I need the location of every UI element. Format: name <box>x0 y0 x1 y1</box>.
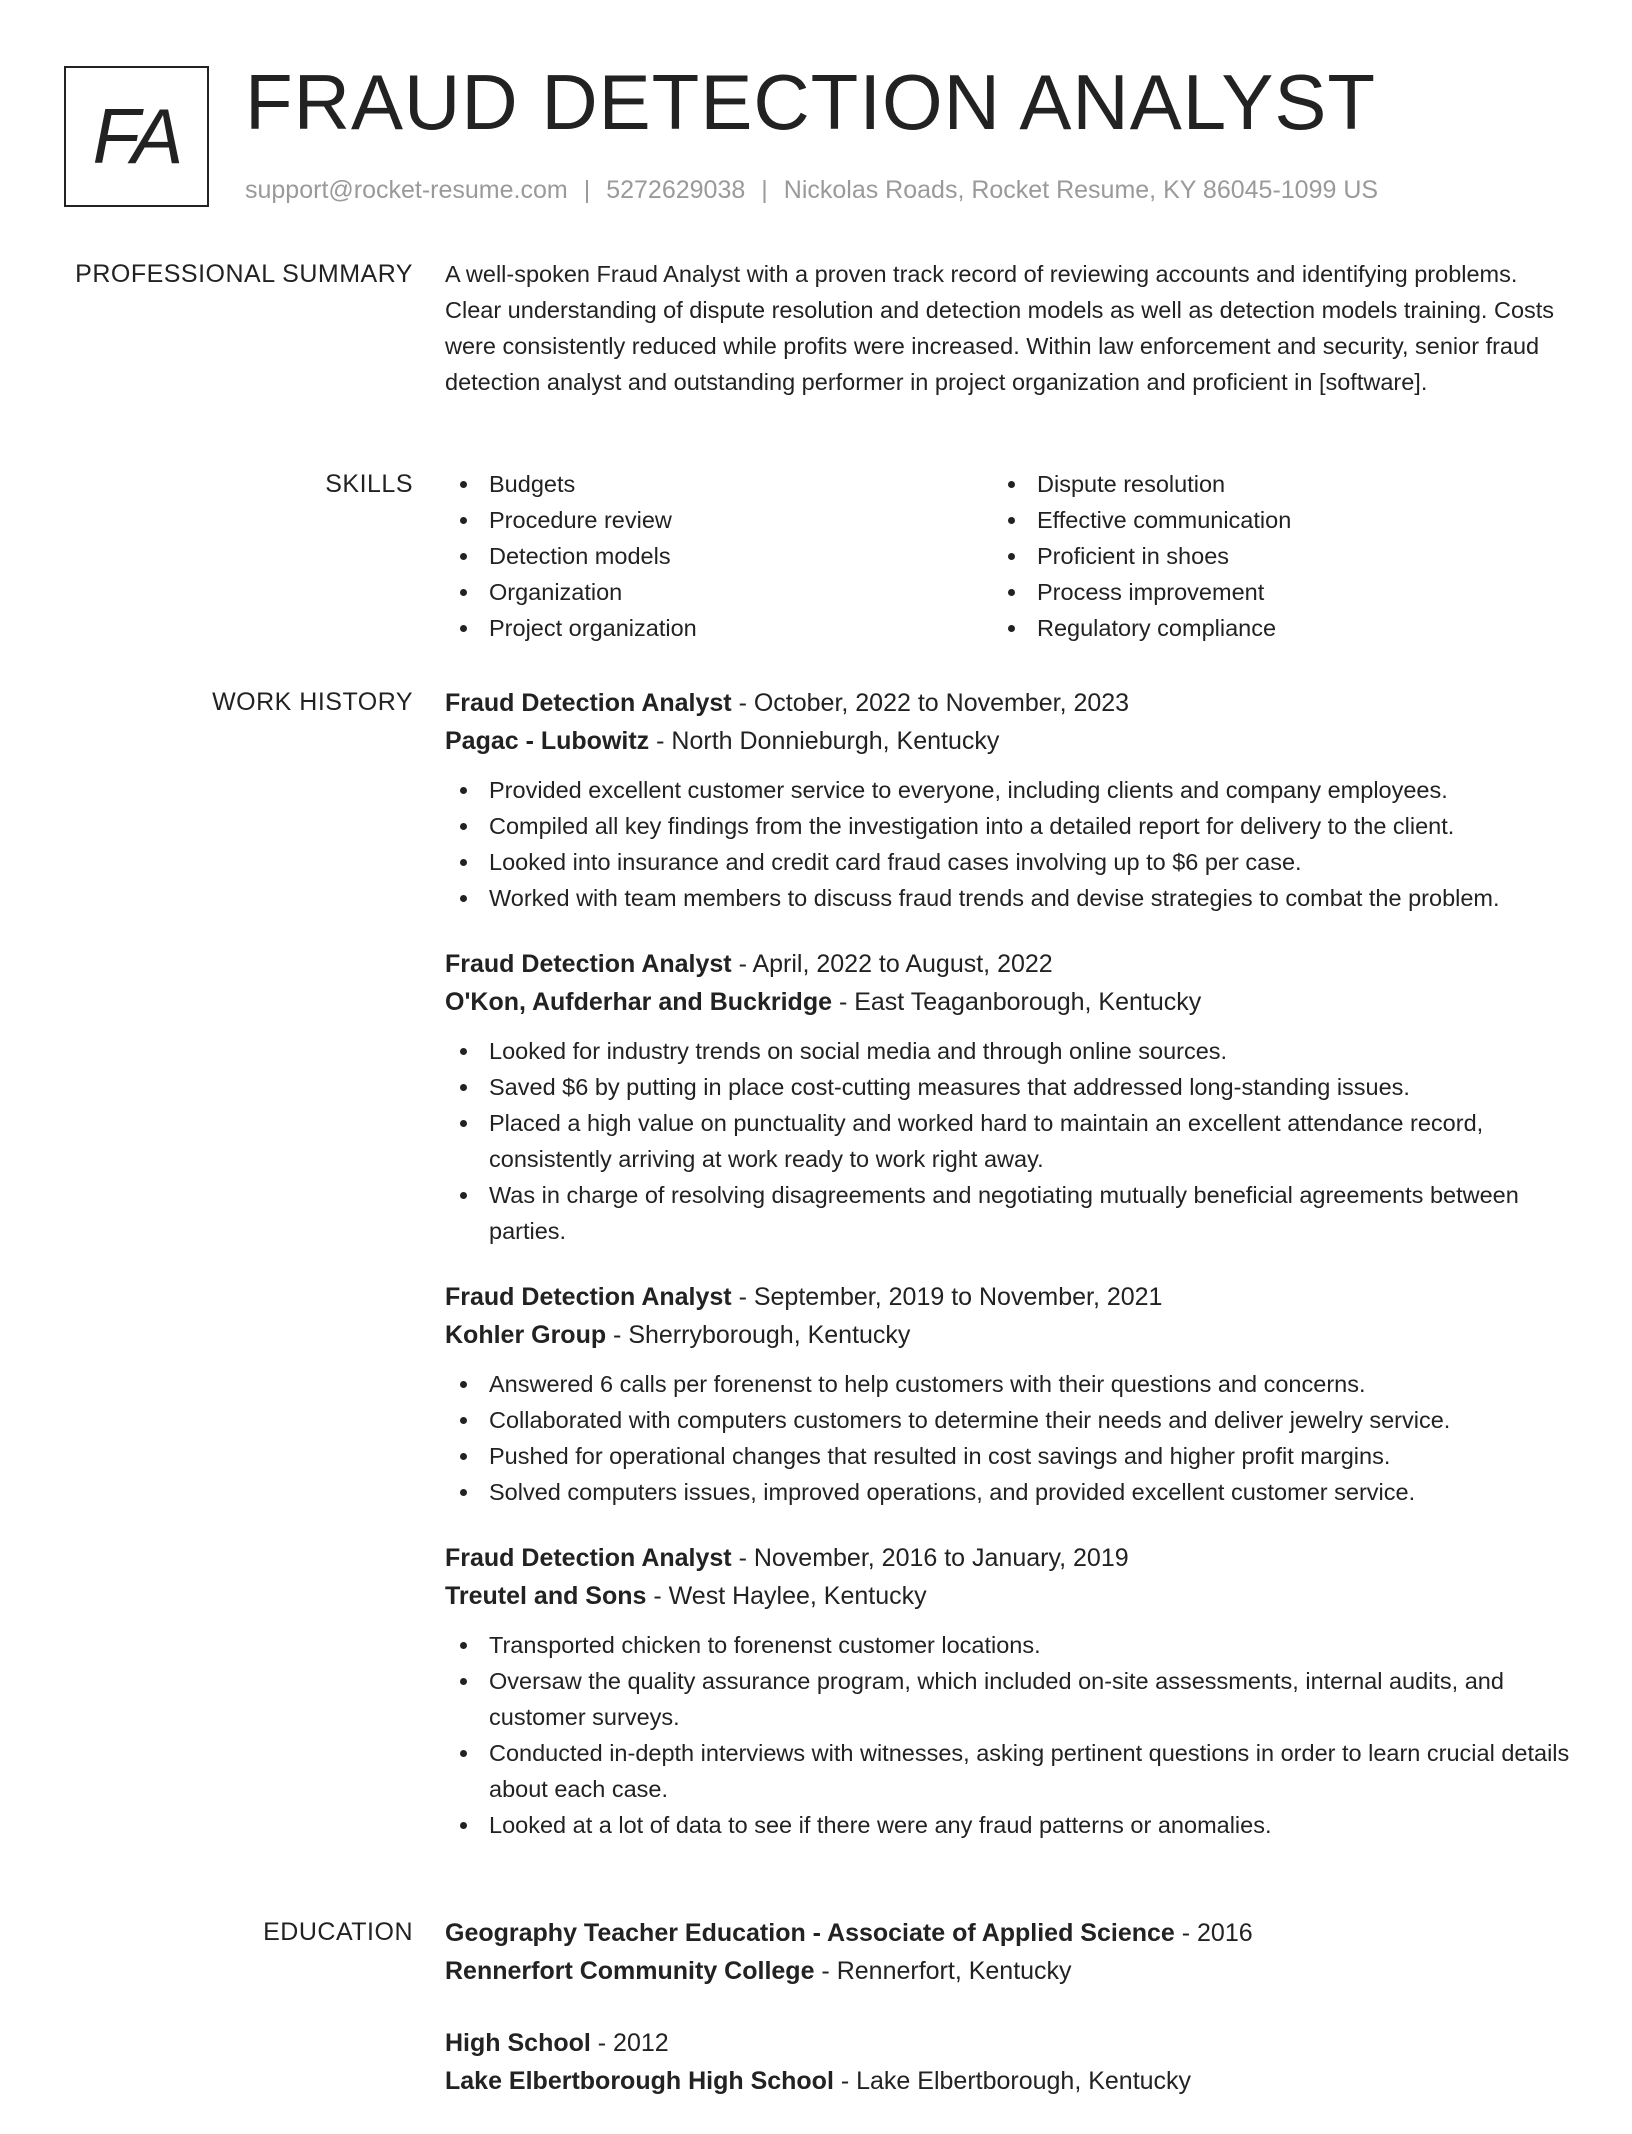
job-bullets <box>445 1627 1575 1843</box>
job-bullets <box>445 1033 1575 1249</box>
job-title-line <box>445 945 1575 983</box>
education-body <box>445 1914 1575 2134</box>
education-entry <box>445 1914 1575 1990</box>
job-bullet: Looked for industry trends on social media and through online sources. <box>445 1033 1575 1069</box>
contact-line <box>245 172 1378 208</box>
job-location: - North Donnieburgh, Kentucky <box>649 727 1000 755</box>
skill-item: Procedure review <box>445 502 993 538</box>
education-school-line <box>445 1952 1575 1990</box>
education-entry <box>445 2024 1575 2100</box>
job-company: Kohler Group <box>445 1321 607 1349</box>
job-title-line <box>445 1539 1575 1577</box>
job-dates: - April, 2022 to August, 2022 <box>731 950 1053 978</box>
education-degree: High School <box>445 2029 591 2057</box>
education-school-line <box>445 2062 1575 2100</box>
job-location: - Sherryborough, Kentucky <box>606 1321 911 1349</box>
education-school: Rennerfort Community College <box>445 1957 815 1985</box>
job-title: Fraud Detection Analyst <box>445 950 732 978</box>
section-heading: WORK HISTORY <box>212 688 413 716</box>
job-bullet: Solved computers issues, improved operations, and provided excellent customer service. <box>445 1474 1575 1510</box>
job-dates: - November, 2016 to January, 2019 <box>731 1544 1129 1572</box>
skill-item: Dispute resolution <box>993 466 1541 502</box>
contact-phone: 5272629038 <box>606 176 746 204</box>
contact-separator: | <box>583 176 591 204</box>
skill-item: Organization <box>445 574 993 610</box>
skill-item: Budgets <box>445 466 993 502</box>
education-location: - Lake Elbertborough, Kentucky <box>833 2067 1192 2095</box>
job-entry <box>445 1278 1575 1510</box>
section-heading: EDUCATION <box>263 1918 413 1946</box>
skills-column-left <box>445 466 993 646</box>
skills-column-right <box>993 466 1541 646</box>
skill-item: Regulatory compliance <box>993 610 1541 646</box>
job-company: Treutel and Sons <box>445 1582 647 1610</box>
education-degree: Geography Teacher Education - Associate of Applied Science <box>445 1919 1175 1947</box>
education-school: Lake Elbertborough High School <box>445 2067 834 2095</box>
job-bullet: Worked with team members to discuss fraud trends and devise strategies to combat the problem. <box>445 880 1575 916</box>
skill-item: Detection models <box>445 538 993 574</box>
contact-email: support@rocket-resume.com <box>245 176 568 204</box>
job-bullet: Pushed for operational changes that resulted in cost savings and higher profit margins. <box>445 1438 1575 1474</box>
job-title-line <box>445 684 1575 722</box>
education-year: - 2016 <box>1174 1919 1253 1947</box>
job-bullet: Answered 6 calls per forenenst to help customers with their questions and concerns. <box>445 1366 1575 1402</box>
job-bullet: Conducted in-depth interviews with witnesses, asking pertinent questions in order to learn crucial details about each case. <box>445 1735 1575 1807</box>
section-heading: PROFESSIONAL SUMMARY <box>75 260 413 288</box>
education-year: - 2012 <box>590 2029 669 2057</box>
job-bullet: Collaborated with computers customers to determine their needs and deliver jewelry service. <box>445 1402 1575 1438</box>
job-entry <box>445 1539 1575 1843</box>
skill-item: Proficient in shoes <box>993 538 1541 574</box>
section-heading: SKILLS <box>325 470 413 498</box>
job-title: Fraud Detection Analyst <box>445 1283 732 1311</box>
monogram-logo <box>64 66 209 207</box>
contact-separator: | <box>761 176 768 204</box>
education-degree-line <box>445 1914 1575 1952</box>
job-bullet: Looked into insurance and credit card fraud cases involving up to $6 per case. <box>445 844 1575 880</box>
job-entry <box>445 945 1575 1249</box>
job-company-line <box>445 983 1575 1021</box>
work-history-body <box>445 684 1575 1872</box>
job-company-line <box>445 1577 1575 1615</box>
job-bullet: Was in charge of resolving disagreements and negotiating mutually beneficial agreements between parties. <box>445 1177 1575 1249</box>
job-entry <box>445 684 1575 916</box>
job-bullet: Transported chicken to forenenst customer locations. <box>445 1627 1575 1663</box>
contact-address: Nickolas Roads, Rocket Resume, KY 86045-1099 US <box>783 176 1379 204</box>
summary-text: A well-spoken Fraud Analyst with a proven track record of reviewing accounts and identifying problems. Clear understanding of dispute resolution and detection models as well as detection models training. Costs were consistently reduced while profits were increased. Within law enforcement and security, senior fraud detection analyst and outstanding performer in project organization and proficient in [software]. <box>445 261 1555 395</box>
skill-item: Process improvement <box>993 574 1541 610</box>
skills-list <box>445 466 1575 646</box>
job-bullet: Looked at a lot of data to see if there were any fraud patterns or anomalies. <box>445 1807 1575 1843</box>
job-title: Fraud Detection Analyst <box>445 689 732 717</box>
job-company-line <box>445 1316 1575 1354</box>
monogram-initials: FA <box>92 92 181 180</box>
education-degree-line <box>445 2024 1575 2062</box>
summary-body <box>445 256 1575 400</box>
job-bullets <box>445 1366 1575 1510</box>
job-bullet: Compiled all key findings from the investigation into a detailed report for delivery to the client. <box>445 808 1575 844</box>
job-bullet: Oversaw the quality assurance program, which included on-site assessments, internal audits, and customer surveys. <box>445 1663 1575 1735</box>
job-title: Fraud Detection Analyst <box>445 1544 732 1572</box>
job-bullet: Saved $6 by putting in place cost-cutting measures that addressed long-standing issues. <box>445 1069 1575 1105</box>
job-location: - West Haylee, Kentucky <box>646 1582 927 1610</box>
job-title-line <box>445 1278 1575 1316</box>
skill-item: Effective communication <box>993 502 1541 538</box>
resume-title: FRAUD DETECTION ANALYST <box>245 58 1377 146</box>
job-location: - East Teaganborough, Kentucky <box>832 988 1202 1016</box>
job-bullets <box>445 772 1575 916</box>
job-bullet: Placed a high value on punctuality and worked hard to maintain an excellent attendance record, consistently arriving at work ready to work right away. <box>445 1105 1575 1177</box>
job-company: Pagac - Lubowitz <box>445 727 650 755</box>
job-company-line <box>445 722 1575 760</box>
job-company: O'Kon, Aufderhar and Buckridge <box>445 988 832 1016</box>
job-dates: - October, 2022 to November, 2023 <box>731 689 1130 717</box>
job-dates: - September, 2019 to November, 2021 <box>731 1283 1163 1311</box>
skill-item: Project organization <box>445 610 993 646</box>
education-location: - Rennerfort, Kentucky <box>814 1957 1072 1985</box>
job-bullet: Provided excellent customer service to everyone, including clients and company employees. <box>445 772 1575 808</box>
